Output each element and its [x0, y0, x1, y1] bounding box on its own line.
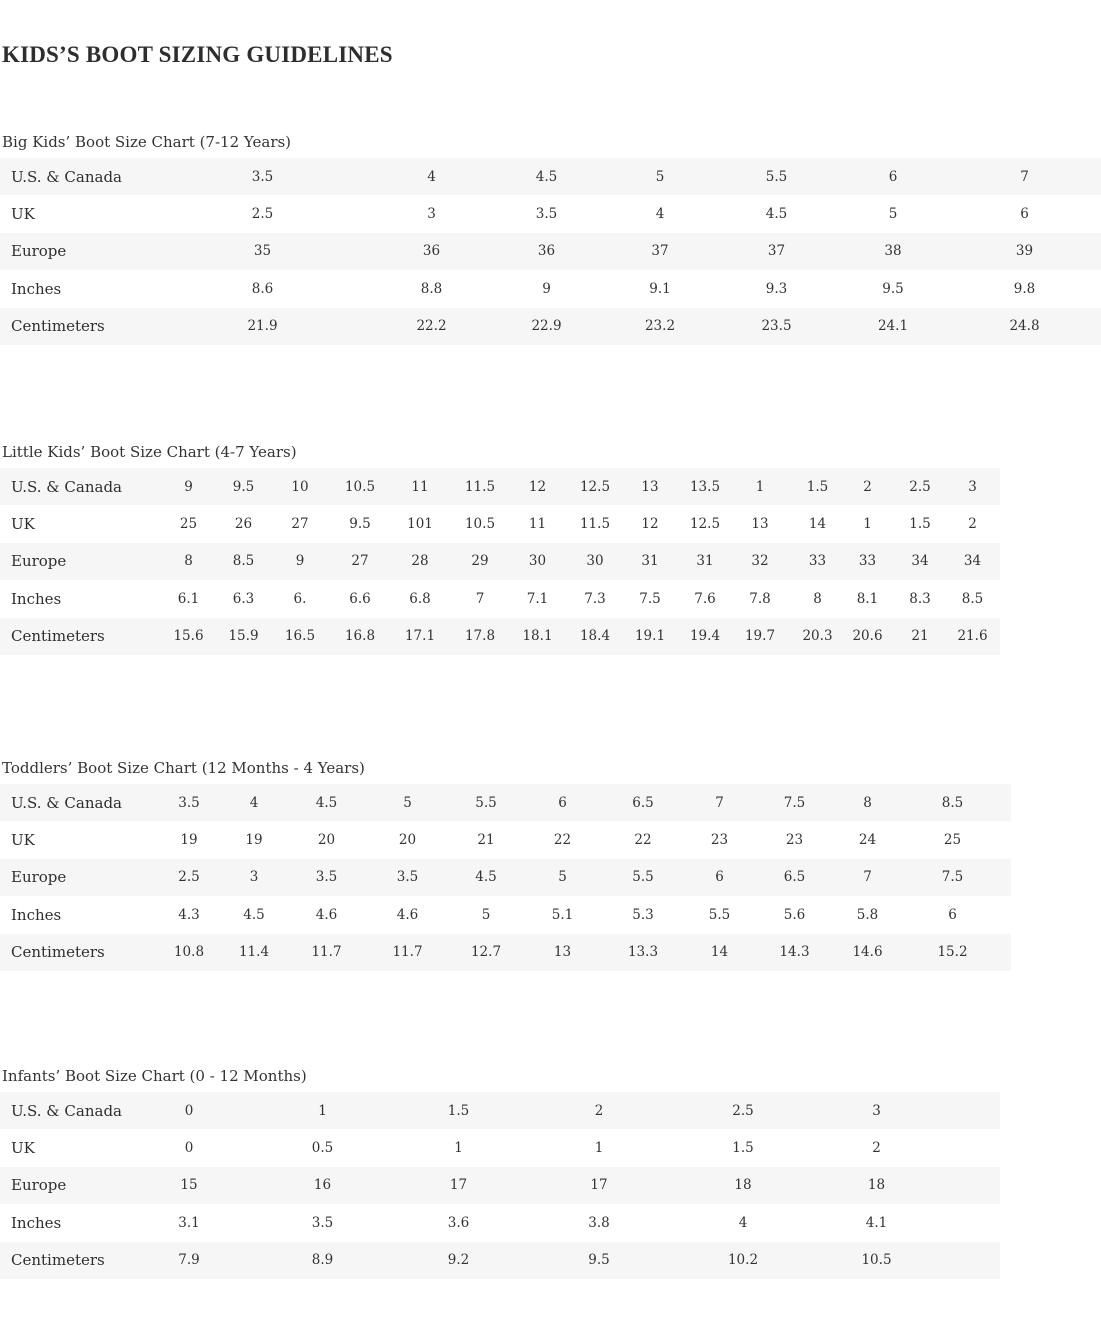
size-cell: 13.3	[627, 944, 659, 961]
size-cell: 20	[317, 832, 336, 849]
table-row	[0, 1242, 1000, 1279]
size-cell: 18	[867, 1177, 886, 1194]
table-cell-spacer	[965, 1242, 1000, 1279]
table-row	[0, 618, 1000, 655]
size-cell: 23	[785, 832, 804, 849]
size-cell: 1.5	[806, 478, 829, 495]
row-label: UK	[11, 205, 35, 224]
size-cell: 30	[528, 553, 547, 570]
size-cell: 8	[184, 553, 193, 570]
size-cell: 15.6	[173, 628, 204, 645]
size-cell: 24.8	[1009, 318, 1040, 335]
size-cell: 5.5	[632, 869, 654, 886]
table-row	[0, 158, 1101, 195]
size-cell: 5.6	[783, 906, 806, 923]
row-label: UK	[11, 831, 35, 850]
size-cell: 5.5	[708, 906, 731, 923]
size-cell: 9.8	[1013, 280, 1036, 297]
size-table	[0, 1092, 1000, 1279]
size-cell: 10.8	[173, 944, 205, 961]
table-row	[0, 505, 1000, 542]
row-label: Europe	[11, 1176, 67, 1195]
size-table	[0, 468, 1000, 655]
row-label: Europe	[11, 868, 67, 887]
size-cell: 22.2	[416, 318, 447, 335]
size-cell: 22	[553, 832, 572, 849]
size-cell: 4.6	[315, 906, 338, 923]
size-cell: 37	[651, 243, 669, 260]
size-cell: 27	[351, 553, 369, 570]
table-row	[0, 195, 1101, 232]
table-row	[0, 308, 1101, 345]
size-cell: 17.1	[404, 628, 436, 645]
size-cell: 22	[634, 832, 652, 849]
table-row	[0, 1129, 1000, 1166]
size-cell: 36	[537, 243, 556, 260]
size-cell: 16.5	[284, 628, 316, 645]
size-cell: 17	[590, 1177, 608, 1194]
size-cell: 7.5	[783, 794, 806, 811]
size-cell: 9	[184, 478, 193, 495]
size-cell: 39	[1015, 243, 1034, 260]
size-cell: 20.6	[852, 628, 883, 645]
size-cell: 5.1	[551, 906, 574, 923]
size-cell: 14.3	[779, 944, 810, 961]
size-cell: 7	[1020, 168, 1029, 185]
size-cell: 10.5	[464, 516, 496, 533]
size-cell: 1	[755, 478, 765, 495]
size-cell: 3	[968, 478, 977, 495]
size-cell: 19.4	[689, 628, 721, 645]
size-cell: 13	[641, 478, 659, 495]
size-cell: 31	[696, 553, 714, 570]
size-cell: 3.5	[178, 794, 200, 811]
size-cell: 20	[398, 832, 417, 849]
row-label: Inches	[11, 589, 62, 608]
size-cell: 19	[245, 832, 263, 849]
size-cell: 7	[863, 869, 872, 886]
size-cell: 24	[858, 832, 877, 849]
row-label: Centimeters	[11, 1251, 105, 1270]
size-cell: 19	[180, 832, 198, 849]
size-cell: 16	[313, 1177, 332, 1194]
size-cell: 6.6	[349, 590, 371, 607]
size-cell: 9.5	[882, 280, 904, 297]
size-cell: 10.5	[344, 478, 376, 495]
row-label: Centimeters	[11, 317, 105, 336]
size-cell: 16.8	[344, 628, 376, 645]
size-cell: 4.5	[535, 168, 558, 185]
size-cell: 8	[813, 590, 822, 607]
size-cell: 7	[715, 794, 724, 811]
row-label: Inches	[11, 905, 62, 924]
size-cell: 13	[553, 944, 572, 961]
table-cell-spacer	[965, 1167, 1000, 1204]
size-cell: 1	[318, 1102, 327, 1119]
size-cell: 18	[734, 1177, 752, 1194]
table-row	[0, 233, 1101, 270]
size-cell: 2	[863, 478, 872, 495]
size-cell: 3.5	[315, 869, 338, 886]
size-cell: 6	[1020, 206, 1029, 223]
size-cell: 3.1	[178, 1214, 200, 1231]
size-cell: 6.5	[632, 794, 654, 811]
section-title: Toddlers’ Boot Size Chart (12 Months - 4 Years)	[2, 759, 365, 777]
page-title: KIDS’S BOOT SIZING GUIDELINES	[2, 42, 393, 67]
row-label: Inches	[11, 279, 62, 298]
size-cell: 7.8	[749, 590, 771, 607]
size-cell: 11	[528, 516, 547, 533]
size-cell: 23	[710, 832, 729, 849]
row-label: U.S. & Canada	[11, 793, 122, 812]
size-cell: 9.5	[349, 516, 371, 533]
size-table	[0, 784, 1011, 971]
size-cell: 24.1	[877, 318, 909, 335]
size-cell: 8.6	[251, 280, 274, 297]
size-cell: 1	[454, 1140, 463, 1157]
row-label: UK	[11, 1139, 35, 1158]
size-cell: 9	[542, 280, 551, 297]
size-cell: 11.7	[311, 944, 342, 961]
size-cell: 1.5	[447, 1102, 470, 1119]
size-cell: 9.2	[447, 1252, 470, 1269]
size-cell: 22.9	[531, 318, 562, 335]
row-label: U.S. & Canada	[11, 167, 122, 186]
size-cell: 7.3	[584, 590, 606, 607]
size-cell: 19.1	[634, 628, 666, 645]
size-cell: 7	[475, 590, 485, 607]
size-cell: 9.5	[232, 478, 255, 495]
size-cell: 21.6	[957, 628, 988, 645]
size-cell: 6	[558, 794, 567, 811]
table-row	[0, 934, 1011, 971]
size-cell: 2.5	[909, 478, 931, 495]
size-cell: 34	[963, 553, 982, 570]
size-cell: 15.9	[228, 628, 259, 645]
size-cell: 27	[291, 516, 309, 533]
size-cell: 21	[911, 628, 929, 645]
size-cell: 2.5	[178, 869, 200, 886]
section-title: Infants’ Boot Size Chart (0 - 12 Months)	[2, 1067, 307, 1085]
table-row	[0, 1092, 1000, 1129]
size-cell: 9.1	[649, 280, 671, 297]
size-cell: 4	[655, 206, 665, 223]
table-row	[0, 270, 1101, 307]
size-cell: 31	[641, 553, 659, 570]
table-row	[0, 543, 1000, 580]
size-cell: 0.5	[311, 1140, 334, 1157]
size-cell: 15	[180, 1177, 198, 1194]
section-title: Big Kids’ Boot Size Chart (7-12 Years)	[2, 133, 292, 151]
size-cell: 7.9	[178, 1252, 200, 1269]
row-label: Europe	[11, 242, 67, 261]
size-cell: 1.5	[732, 1140, 754, 1157]
table-row	[0, 468, 1000, 505]
size-cell: 9	[295, 553, 305, 570]
size-cell: 3.6	[447, 1214, 470, 1231]
size-cell: 2.5	[251, 206, 274, 223]
size-cell: 1.5	[909, 516, 931, 533]
size-cell: 6.8	[409, 590, 431, 607]
row-label: Europe	[11, 552, 67, 571]
size-cell: 1	[863, 516, 872, 533]
size-cell: 7.5	[639, 590, 661, 607]
size-cell: 18.4	[579, 628, 611, 645]
size-cell: 12.5	[579, 478, 611, 495]
size-cell: 21	[477, 832, 495, 849]
size-cell: 4.5	[315, 794, 338, 811]
size-cell: 9.5	[588, 1252, 610, 1269]
size-cell: 4.5	[765, 206, 788, 223]
table-row	[0, 1204, 1000, 1241]
size-cell: 25	[943, 832, 962, 849]
size-cell: 7.6	[694, 590, 716, 607]
size-cell: 5.3	[632, 906, 654, 923]
size-cell: 3.5	[311, 1214, 334, 1231]
size-cell: 5.5	[475, 794, 497, 811]
size-cell: 4.1	[865, 1214, 888, 1231]
size-cell: 37	[767, 243, 786, 260]
size-cell: 5.8	[856, 906, 879, 923]
size-cell: 13	[751, 516, 769, 533]
size-cell: 23.5	[761, 318, 792, 335]
row-label: UK	[11, 515, 35, 534]
size-cell: 0	[184, 1140, 194, 1157]
size-cell: 4.5	[475, 869, 497, 886]
size-cell: 5	[655, 168, 665, 185]
table-row	[0, 859, 1011, 896]
size-cell: 6.5	[783, 869, 806, 886]
size-cell: 11.7	[392, 944, 423, 961]
size-cell: 4	[249, 794, 259, 811]
size-cell: 14	[710, 944, 729, 961]
size-cell: 12.5	[689, 516, 721, 533]
size-cell: 33	[858, 553, 877, 570]
size-cell: 2.5	[732, 1102, 754, 1119]
size-cell: 8.5	[232, 553, 255, 570]
size-cell: 6.3	[232, 590, 255, 607]
size-cell: 7.5	[941, 869, 964, 886]
table-row	[0, 580, 1000, 617]
size-cell: 1	[594, 1140, 604, 1157]
size-cell: 10.2	[727, 1252, 759, 1269]
size-cell: 2	[594, 1102, 604, 1119]
size-cell: 5	[558, 869, 567, 886]
size-cell: 8.3	[909, 590, 931, 607]
size-cell: 8	[863, 794, 872, 811]
size-cell: 23.2	[644, 318, 676, 335]
size-cell: 12	[528, 478, 547, 495]
size-cell: 29	[471, 553, 489, 570]
size-cell: 15.2	[937, 944, 968, 961]
size-cell: 2	[968, 516, 977, 533]
size-cell: 3.5	[251, 168, 274, 185]
size-cell: 11.5	[464, 478, 496, 495]
size-cell: 10	[291, 478, 309, 495]
size-cell: 13.5	[689, 478, 721, 495]
size-cell: 6	[715, 869, 724, 886]
size-cell: 5	[888, 206, 898, 223]
table-cell-spacer	[965, 1129, 1000, 1166]
table-row	[0, 896, 1011, 933]
size-cell: 19.7	[744, 628, 776, 645]
size-cell: 7.1	[526, 590, 549, 607]
table-cell-spacer	[965, 1092, 1000, 1129]
size-cell: 32	[751, 553, 769, 570]
size-cell: 18.1	[522, 628, 553, 645]
size-cell: 3	[427, 206, 436, 223]
size-cell: 36	[422, 243, 441, 260]
size-cell: 3	[249, 869, 259, 886]
size-cell: 4	[738, 1214, 748, 1231]
size-cell: 4.6	[396, 906, 419, 923]
size-cell: 4.5	[243, 906, 265, 923]
size-cell: 20.3	[802, 628, 833, 645]
size-cell: 30	[586, 553, 604, 570]
row-label: U.S. & Canada	[11, 1101, 122, 1120]
size-cell: 8.8	[420, 280, 443, 297]
row-label: Inches	[11, 1213, 62, 1232]
size-cell: 12	[641, 516, 659, 533]
size-cell: 8.5	[961, 590, 984, 607]
size-cell: 11	[411, 478, 429, 495]
size-cell: 5	[481, 906, 491, 923]
size-cell: 21.9	[247, 318, 278, 335]
size-cell: 12.7	[470, 944, 502, 961]
size-cell: 38	[884, 243, 902, 260]
section-title: Little Kids’ Boot Size Chart (4-7 Years)	[2, 443, 297, 461]
size-cell: 25	[179, 516, 198, 533]
size-cell: 33	[808, 553, 827, 570]
size-cell: 6.	[293, 590, 307, 607]
size-cell: 14	[808, 516, 827, 533]
size-cell: 3.5	[535, 206, 558, 223]
size-cell: 14.6	[852, 944, 883, 961]
size-cell: 2	[872, 1140, 881, 1157]
table-cell-spacer	[965, 1204, 1000, 1241]
size-cell: 28	[411, 553, 429, 570]
size-cell: 6	[948, 906, 957, 923]
size-cell: 17.8	[464, 628, 496, 645]
row-label: Centimeters	[11, 627, 105, 646]
size-cell: 35	[253, 243, 272, 260]
size-cell: 11.5	[579, 516, 611, 533]
row-label: Centimeters	[11, 943, 105, 962]
size-cell: 6.1	[177, 590, 200, 607]
size-cell: 17	[449, 1177, 468, 1194]
table-row	[0, 821, 1011, 858]
size-cell: 8.5	[941, 794, 964, 811]
size-cell: 8.1	[856, 590, 879, 607]
size-cell: 26	[234, 516, 253, 533]
size-cell: 9.3	[765, 280, 788, 297]
size-cell: 101	[407, 516, 433, 533]
size-cell: 0	[184, 1102, 194, 1119]
size-table	[0, 158, 1101, 345]
size-cell: 3.5	[396, 869, 419, 886]
size-cell: 5.5	[765, 168, 788, 185]
size-cell: 3.8	[588, 1214, 610, 1231]
size-cell: 4.3	[178, 906, 200, 923]
size-cell: 5	[403, 794, 412, 811]
size-cell: 3	[872, 1102, 881, 1119]
size-cell: 6	[888, 168, 898, 185]
table-row	[0, 1167, 1000, 1204]
size-cell: 34	[911, 553, 929, 570]
size-cell: 4	[427, 168, 436, 185]
table-row	[0, 784, 1011, 821]
size-cell: 11.4	[238, 944, 270, 961]
size-cell: 8.9	[311, 1252, 334, 1269]
size-cell: 10.5	[861, 1252, 892, 1269]
row-label: U.S. & Canada	[11, 477, 122, 496]
